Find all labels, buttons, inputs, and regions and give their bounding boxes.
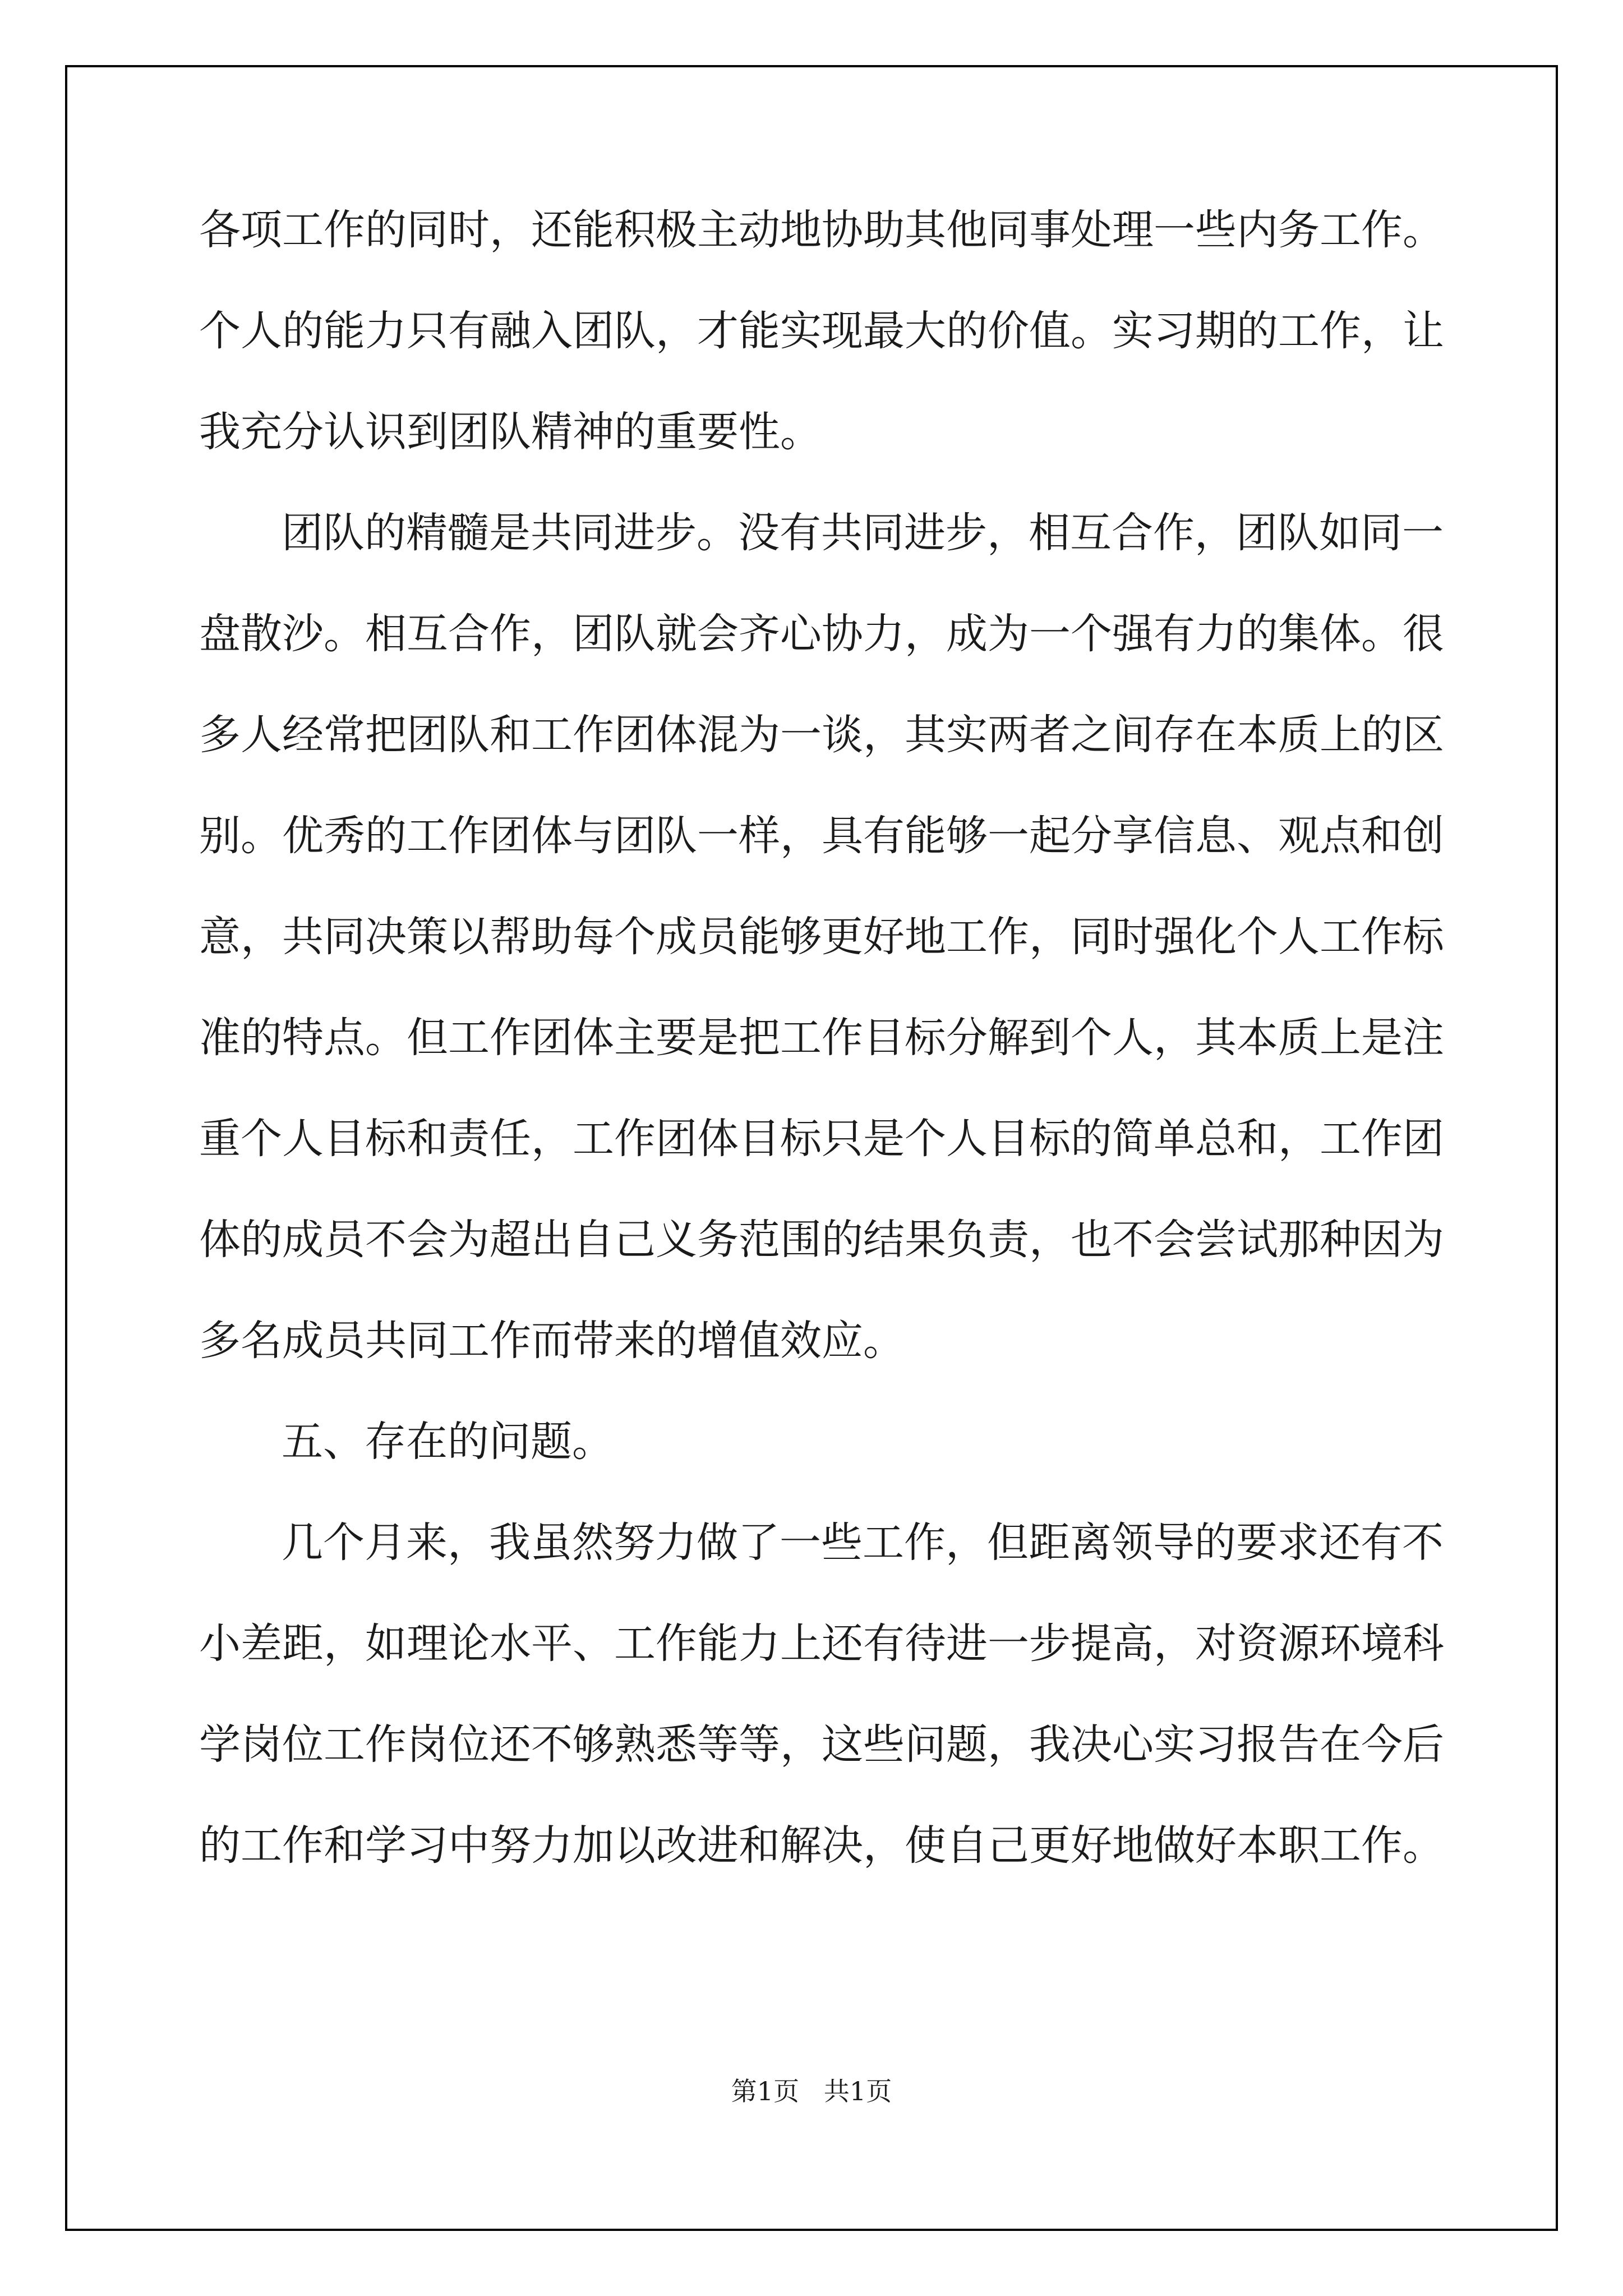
text-line: 小差距，如理论水平、工作能力上还有待进一步提高，对资源环境科 xyxy=(199,1619,1444,1668)
text-line: 重个人目标和责任，工作团体目标只是个人目标的简单总和，工作团 xyxy=(199,1115,1444,1163)
text-line: 学岗位工作岗位还不够熟悉等等，这些问题，我决心实习报告在今后 xyxy=(199,1720,1444,1769)
text-line: 别。优秀的工作团体与团队一样，具有能够一起分享信息、观点和创 xyxy=(199,812,1444,860)
text-line: 准的特点。但工作团体主要是把工作目标分解到个人，其本质上是注 xyxy=(199,1014,1444,1062)
text-line: 几个月来，我虽然努力做了一些工作，但距离领导的要求还有不 xyxy=(282,1519,1444,1567)
section-heading: 五、存在的问题。 xyxy=(282,1418,614,1466)
text-line: 盘散沙。相互合作，团队就会齐心协力，成为一个强有力的集体。很 xyxy=(199,610,1444,658)
text-line: 我充分认识到团队精神的重要性。 xyxy=(199,408,822,456)
text-line: 的工作和学习中努力加以改进和解决，使自己更好地做好本职工作。 xyxy=(199,1821,1444,1870)
text-line: 各项工作的同时，还能积极主动地协助其他同事处理一些内务工作。 xyxy=(199,206,1444,254)
page-footer: 第1页 共1页 xyxy=(731,2076,892,2106)
text-line: 意，共同决策以帮助每个成员能够更好地工作，同时强化个人工作标 xyxy=(199,913,1444,961)
text-line: 多名成员共同工作而带来的增值效应。 xyxy=(199,1317,905,1365)
text-line: 团队的精髓是共同进步。没有共同进步，相互合作，团队如同一 xyxy=(282,509,1444,557)
text-line: 个人的能力只有融入团队，才能实现最大的价值。实习期的工作，让 xyxy=(199,307,1444,355)
text-line: 多人经常把团队和工作团体混为一谈，其实两者之间存在本质上的区 xyxy=(199,711,1444,759)
text-line: 体的成员不会为超出自己义务范围的结果负责，也不会尝试那种因为 xyxy=(199,1216,1444,1264)
